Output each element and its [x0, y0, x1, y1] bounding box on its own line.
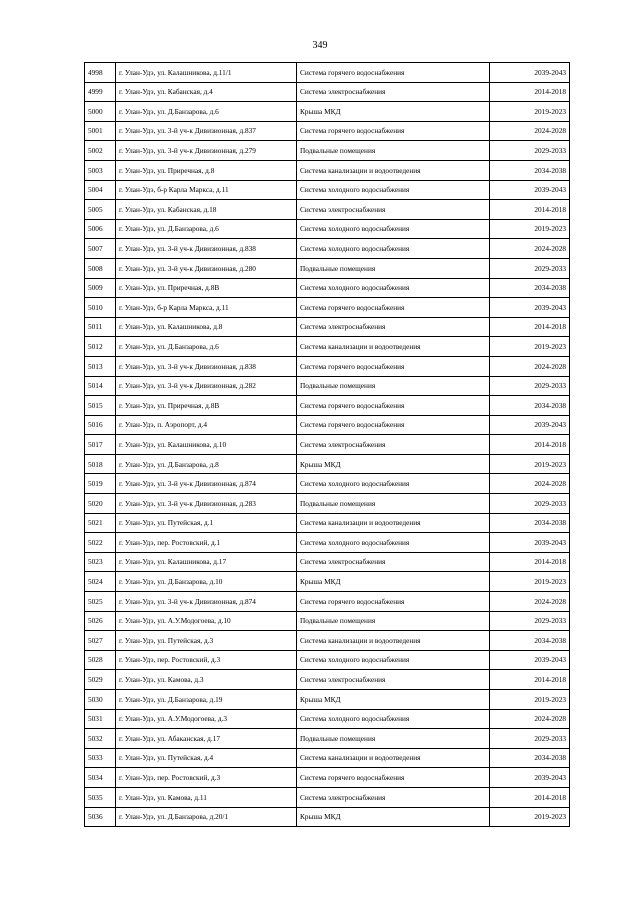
system-cell: Подвальные помещения — [297, 258, 490, 278]
address-cell: г. Улан-Удэ, ул. Калашникова, д.8 — [116, 317, 297, 337]
row-number-cell: 5023 — [85, 552, 116, 572]
system-cell: Система электроснабжения — [297, 670, 490, 690]
period-cell: 2019-2023 — [490, 454, 570, 474]
table-row — [85, 376, 570, 396]
row-number-cell: 5035 — [85, 787, 116, 807]
address-cell: г. Улан-Удэ, ул. Д.Банзарова, д.10 — [116, 572, 297, 592]
system-cell: Крыша МКД — [297, 454, 490, 474]
address-cell: г. Улан-Удэ, ул. Путейская, д.1 — [116, 513, 297, 533]
period-cell: 2029-2033 — [490, 376, 570, 396]
row-number-cell: 5007 — [85, 239, 116, 259]
table-row — [85, 356, 570, 376]
address-cell: г. Улан-Удэ, ул. 3-й уч-к Дивизионная, д.838 — [116, 356, 297, 376]
period-cell: 2019-2023 — [490, 102, 570, 122]
table-row — [85, 787, 570, 807]
row-number-cell: 5018 — [85, 454, 116, 474]
period-cell: 2029-2033 — [490, 258, 570, 278]
table-row — [85, 239, 570, 259]
table-row — [85, 121, 570, 141]
page-number: 349 — [312, 40, 328, 51]
system-cell: Система холодного водоснабжения — [297, 709, 490, 729]
system-cell: Система горячего водоснабжения — [297, 415, 490, 435]
address-cell: г. Улан-Удэ, пер. Ростовский, д.3 — [116, 650, 297, 670]
address-cell: г. Улан-Удэ, ул. Кабанская, д.4 — [116, 82, 297, 102]
row-number-cell: 5001 — [85, 121, 116, 141]
row-number-cell: 5011 — [85, 317, 116, 337]
address-cell: г. Улан-Удэ, ул. 3-й уч-к Дивизионная, д.838 — [116, 239, 297, 259]
table-row — [85, 592, 570, 612]
system-cell: Система электроснабжения — [297, 435, 490, 455]
table-row — [85, 396, 570, 416]
table-row — [85, 552, 570, 572]
row-number-cell: 5003 — [85, 160, 116, 180]
system-cell: Система канализации и водоотведения — [297, 513, 490, 533]
period-cell: 2014-2018 — [490, 317, 570, 337]
row-number-cell: 5025 — [85, 592, 116, 612]
system-cell: Система канализации и водоотведения — [297, 631, 490, 651]
address-cell: г. Улан-Удэ, ул. 3-й уч-к Дивизионная, д.874 — [116, 474, 297, 494]
period-cell: 2019-2023 — [490, 572, 570, 592]
period-cell: 2024-2028 — [490, 592, 570, 612]
table-row — [85, 219, 570, 239]
row-number-cell: 5027 — [85, 631, 116, 651]
registry-table-body — [85, 63, 570, 827]
address-cell: г. Улан-Удэ, ул. Калашникова, д.11/1 — [116, 63, 297, 83]
address-cell: г. Улан-Удэ, ул. Путейская, д.3 — [116, 631, 297, 651]
address-cell: г. Улан-Удэ, ул. 3-й уч-к Дивизионная, д.837 — [116, 121, 297, 141]
row-number-cell: 5022 — [85, 533, 116, 553]
system-cell: Система электроснабжения — [297, 200, 490, 220]
table-row — [85, 533, 570, 553]
system-cell: Система электроснабжения — [297, 317, 490, 337]
registry-table — [84, 62, 570, 827]
row-number-cell: 5017 — [85, 435, 116, 455]
address-cell: г. Улан-Удэ, ул. Д.Банзарова, д.6 — [116, 102, 297, 122]
address-cell: г. Улан-Удэ, ул. 3-й уч-к Дивизионная, д.874 — [116, 592, 297, 612]
row-number-cell: 5020 — [85, 494, 116, 514]
table-row — [85, 709, 570, 729]
system-cell: Подвальные помещения — [297, 376, 490, 396]
period-cell: 2014-2018 — [490, 200, 570, 220]
table-row — [85, 494, 570, 514]
table-row — [85, 513, 570, 533]
system-cell: Крыша МКД — [297, 807, 490, 827]
row-number-cell: 5032 — [85, 729, 116, 749]
system-cell: Система горячего водоснабжения — [297, 121, 490, 141]
system-cell: Крыша МКД — [297, 102, 490, 122]
period-cell: 2034-2038 — [490, 748, 570, 768]
address-cell: г. Улан-Удэ, ул. Приречная, д.8В — [116, 278, 297, 298]
table-row — [85, 258, 570, 278]
table-row — [85, 200, 570, 220]
period-cell: 2014-2018 — [490, 435, 570, 455]
table-row — [85, 141, 570, 161]
address-cell: г. Улан-Удэ, ул. Путейская, д.4 — [116, 748, 297, 768]
table-row — [85, 650, 570, 670]
table-row — [85, 454, 570, 474]
system-cell: Система горячего водоснабжения — [297, 768, 490, 788]
address-cell: г. Улан-Удэ, ул. Камова, д.11 — [116, 787, 297, 807]
row-number-cell: 4999 — [85, 82, 116, 102]
period-cell: 2034-2038 — [490, 396, 570, 416]
table-row — [85, 63, 570, 83]
period-cell: 2019-2023 — [490, 219, 570, 239]
address-cell: г. Улан-Удэ, ул. Д.Банзарова, д.6 — [116, 337, 297, 357]
system-cell: Система горячего водоснабжения — [297, 356, 490, 376]
period-cell: 2014-2018 — [490, 787, 570, 807]
system-cell: Система электроснабжения — [297, 552, 490, 572]
address-cell: г. Улан-Удэ, ул. Д.Банзарова, д.6 — [116, 219, 297, 239]
table-row — [85, 82, 570, 102]
address-cell: г. Улан-Удэ, ул. Калашникова, д.17 — [116, 552, 297, 572]
row-number-cell: 5015 — [85, 396, 116, 416]
address-cell: г. Улан-Удэ, ул. 3-й уч-к Дивизионная, д.280 — [116, 258, 297, 278]
row-number-cell: 5029 — [85, 670, 116, 690]
system-cell: Подвальные помещения — [297, 729, 490, 749]
table-row — [85, 670, 570, 690]
row-number-cell: 5008 — [85, 258, 116, 278]
row-number-cell: 5013 — [85, 356, 116, 376]
table-row — [85, 572, 570, 592]
row-number-cell: 5012 — [85, 337, 116, 357]
table-row — [85, 435, 570, 455]
row-number-cell: 5006 — [85, 219, 116, 239]
system-cell: Крыша МКД — [297, 572, 490, 592]
row-number-cell: 5033 — [85, 748, 116, 768]
period-cell: 2039-2043 — [490, 180, 570, 200]
period-cell: 2024-2028 — [490, 121, 570, 141]
table-row — [85, 298, 570, 318]
row-number-cell: 5030 — [85, 690, 116, 710]
period-cell: 2029-2033 — [490, 729, 570, 749]
row-number-cell: 5021 — [85, 513, 116, 533]
address-cell: г. Улан-Удэ, ул. Д.Банзарова, д.8 — [116, 454, 297, 474]
system-cell: Система холодного водоснабжения — [297, 239, 490, 259]
address-cell: г. Улан-Удэ, ул. А.У.Модогоева, д.10 — [116, 611, 297, 631]
system-cell: Система электроснабжения — [297, 82, 490, 102]
period-cell: 2034-2038 — [490, 631, 570, 651]
system-cell: Система горячего водоснабжения — [297, 592, 490, 612]
row-number-cell: 5010 — [85, 298, 116, 318]
period-cell: 2029-2033 — [490, 494, 570, 514]
address-cell: г. Улан-Удэ, ул. Калашникова, д.10 — [116, 435, 297, 455]
row-number-cell: 5000 — [85, 102, 116, 122]
address-cell: г. Улан-Удэ, ул. Приречная, д.8В — [116, 396, 297, 416]
row-number-cell: 4998 — [85, 63, 116, 83]
system-cell: Подвальные помещения — [297, 611, 490, 631]
system-cell: Система холодного водоснабжения — [297, 278, 490, 298]
system-cell: Система горячего водоснабжения — [297, 396, 490, 416]
row-number-cell: 5031 — [85, 709, 116, 729]
period-cell: 2024-2028 — [490, 239, 570, 259]
system-cell: Система горячего водоснабжения — [297, 298, 490, 318]
row-number-cell: 5019 — [85, 474, 116, 494]
period-cell: 2014-2018 — [490, 82, 570, 102]
table-row — [85, 748, 570, 768]
period-cell: 2034-2038 — [490, 513, 570, 533]
period-cell: 2034-2038 — [490, 278, 570, 298]
table-row — [85, 690, 570, 710]
table-row — [85, 768, 570, 788]
period-cell: 2039-2043 — [490, 768, 570, 788]
row-number-cell: 5028 — [85, 650, 116, 670]
system-cell: Подвальные помещения — [297, 494, 490, 514]
address-cell: г. Улан-Удэ, пер. Ростовский, д.1 — [116, 533, 297, 553]
system-cell: Система холодного водоснабжения — [297, 219, 490, 239]
system-cell: Система холодного водоснабжения — [297, 650, 490, 670]
table-row — [85, 337, 570, 357]
period-cell: 2019-2023 — [490, 690, 570, 710]
row-number-cell: 5016 — [85, 415, 116, 435]
address-cell: г. Улан-Удэ, ул. Абаканская, д.17 — [116, 729, 297, 749]
table-row — [85, 160, 570, 180]
table-row — [85, 278, 570, 298]
system-cell: Система канализации и водоотведения — [297, 748, 490, 768]
row-number-cell: 5014 — [85, 376, 116, 396]
address-cell: г. Улан-Удэ, пер. Ростовский, д.3 — [116, 768, 297, 788]
address-cell: г. Улан-Удэ, б-р Карла Маркса, д.11 — [116, 180, 297, 200]
period-cell: 2029-2033 — [490, 141, 570, 161]
table-row — [85, 611, 570, 631]
table-row — [85, 102, 570, 122]
row-number-cell: 5002 — [85, 141, 116, 161]
table-row — [85, 180, 570, 200]
period-cell: 2039-2043 — [490, 298, 570, 318]
address-cell: г. Улан-Удэ, п. Аэропорт, д.4 — [116, 415, 297, 435]
row-number-cell: 5004 — [85, 180, 116, 200]
address-cell: г. Улан-Удэ, ул. 3-й уч-к Дивизионная, д.279 — [116, 141, 297, 161]
row-number-cell: 5036 — [85, 807, 116, 827]
period-cell: 2029-2033 — [490, 611, 570, 631]
address-cell: г. Улан-Удэ, ул. 3-й уч-к Дивизионная, д.283 — [116, 494, 297, 514]
address-cell: г. Улан-Удэ, б-р Карла Маркса, д.11 — [116, 298, 297, 318]
table-row — [85, 415, 570, 435]
row-number-cell: 5009 — [85, 278, 116, 298]
table-row — [85, 631, 570, 651]
row-number-cell: 5005 — [85, 200, 116, 220]
system-cell: Система электроснабжения — [297, 787, 490, 807]
period-cell: 2039-2043 — [490, 650, 570, 670]
address-cell: г. Улан-Удэ, ул. Приречная, д.8 — [116, 160, 297, 180]
address-cell: г. Улан-Удэ, ул. Камова, д.3 — [116, 670, 297, 690]
row-number-cell: 5024 — [85, 572, 116, 592]
table-row — [85, 317, 570, 337]
system-cell: Система горячего водоснабжения — [297, 63, 490, 83]
period-cell: 2019-2023 — [490, 807, 570, 827]
row-number-cell: 5034 — [85, 768, 116, 788]
address-cell: г. Улан-Удэ, ул. Кабанская, д.18 — [116, 200, 297, 220]
system-cell: Система холодного водоснабжения — [297, 180, 490, 200]
table-row — [85, 807, 570, 827]
address-cell: г. Улан-Удэ, ул. Д.Банзарова, д.20/1 — [116, 807, 297, 827]
period-cell: 2024-2028 — [490, 474, 570, 494]
period-cell: 2014-2018 — [490, 670, 570, 690]
period-cell: 2014-2018 — [490, 552, 570, 572]
system-cell: Система холодного водоснабжения — [297, 474, 490, 494]
system-cell: Система канализации и водоотведения — [297, 160, 490, 180]
address-cell: г. Улан-Удэ, ул. 3-й уч-к Дивизионная, д.282 — [116, 376, 297, 396]
system-cell: Подвальные помещения — [297, 141, 490, 161]
system-cell: Система холодного водоснабжения — [297, 533, 490, 553]
address-cell: г. Улан-Удэ, ул. Д.Банзарова, д.19 — [116, 690, 297, 710]
system-cell: Крыша МКД — [297, 690, 490, 710]
period-cell: 2019-2023 — [490, 337, 570, 357]
system-cell: Система канализации и водоотведения — [297, 337, 490, 357]
address-cell: г. Улан-Удэ, ул. А.У.Модогоева, д.3 — [116, 709, 297, 729]
table-row — [85, 474, 570, 494]
period-cell: 2039-2043 — [490, 533, 570, 553]
period-cell: 2039-2043 — [490, 415, 570, 435]
period-cell: 2039-2043 — [490, 63, 570, 83]
period-cell: 2034-2038 — [490, 160, 570, 180]
table-row — [85, 729, 570, 749]
period-cell: 2024-2028 — [490, 709, 570, 729]
row-number-cell: 5026 — [85, 611, 116, 631]
period-cell: 2024-2028 — [490, 356, 570, 376]
